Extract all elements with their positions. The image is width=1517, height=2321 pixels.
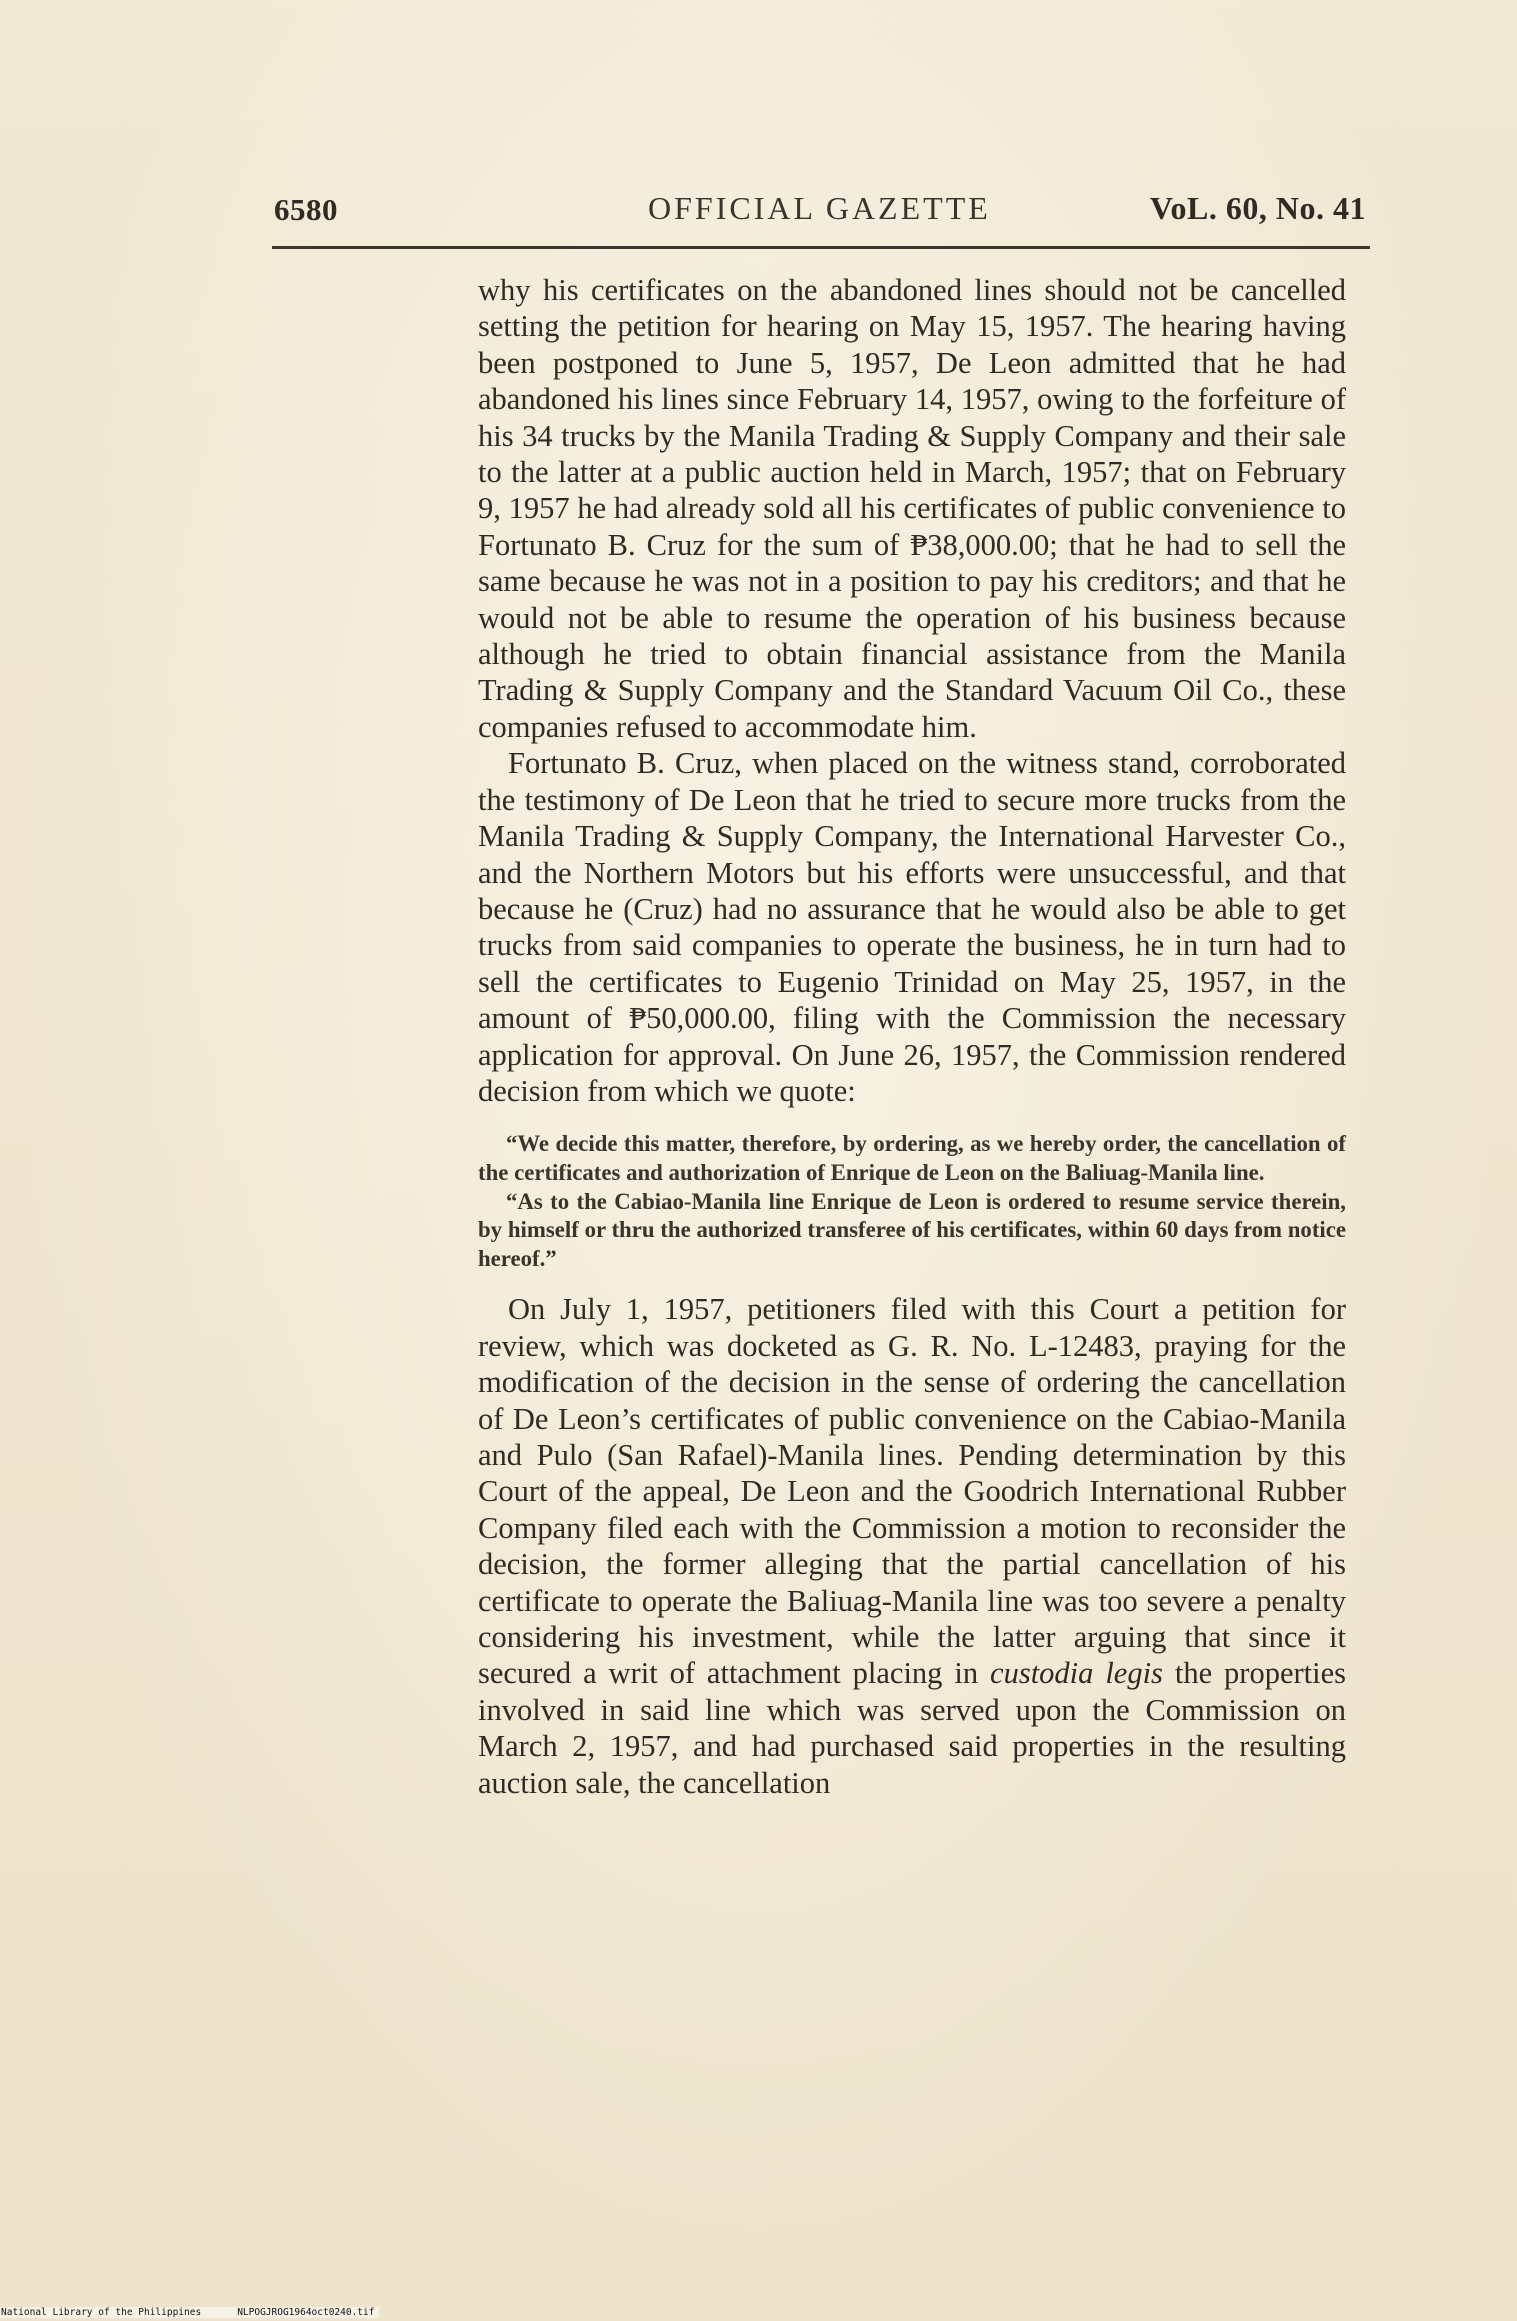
footer-library: National Library of the Philippines <box>1 2307 202 2318</box>
volume-number: VoL. 60, No. 41 <box>1149 190 1366 226</box>
quote-paragraph-2: “As to the Cabiao-Manila line Enrique de Leon is ordered to resume service therein, by himself or thru the authorized transferee of his certificates, within 60 days from notice hereof.” <box>478 1188 1346 1271</box>
page-number: 6580 <box>274 192 338 227</box>
italic-term: custodia legis <box>990 1656 1163 1691</box>
paragraph-3 <box>478 1291 1346 1801</box>
running-title: OFFICIAL GAZETTE <box>648 190 991 226</box>
header-rule <box>272 246 1370 249</box>
block-quote <box>478 1130 1346 1273</box>
paragraph-1: why his certificates on the abandoned lines should not be cancelled setting the petition for hearing on May 15, 1957. The hearing having been postponed to June 5, 1957, De Leon admitted that he had abandoned his lines since February 14, 1957, owing to the forfeiture of his 34 trucks by the Manila Trading & Supply Company and their sale to the latter at a public auction held in March, 1957; that on February 9, 1957 he had already sold all his certificates of public convenience to Fortunato B. Cruz for the sum of ₱38,000.00; that he had to sell the same because he was not in a position to pay his creditors; and that he would not be able to resume the operation of his business because although he tried to obtain financial assistance from the Manila Trading & Supply Company and the Standard Vacuum Oil Co., these companies refused to accommodate him. <box>478 273 1346 744</box>
footer-filename: NLPOGJROG1964oct0240.tif <box>237 2307 375 2318</box>
quote-paragraph-1: “We decide this matter, therefore, by ordering, as we hereby order, the cancellation of the certificates and authorization of Enrique de Leon on the Baliuag-Manila line. <box>478 1131 1346 1185</box>
paragraph-3-text-after: the properties involved in said line which was served upon the Commission on March 2, 1957, and had purchased said properties in the resulting auction sale, the cancellation <box>478 1656 1347 1800</box>
paragraph-2: Fortunato B. Cruz, when placed on the witness stand, corroborated the testimony of De Leon that he tried to secure more trucks from the Manila Trading & Supply Company, the International Harvester Co., and the Northern Motors but his efforts were unsuccessful, and that because he (Cruz) had no assurance that he would also be able to get trucks from said companies to operate the business, he in turn had to sell the certificates to Eugenio Trinidad on May 25, 1957, in the amount of ₱50,000.00, filing with the Commission the necessary application for approval. On June 26, 1957, the Commission rendered decision from which we quote: <box>478 746 1346 1108</box>
page-header <box>274 188 1366 238</box>
paragraph-3-text-before: On July 1, 1957, petitioners filed with this Court a petition for review, which was docketed as G. R. No. L-12483, praying for the modification of the decision in the sense of ordering the cancellation of De Leon’s certificates of public convenience on the Cabiao-Manila and Pulo (San Rafael)-Manila lines. Pending determination by this Court of the appeal, De Leon and the Goodrich International Rubber Company filed each with the Commission a motion to reconsider the decision, the former alleging that the partial cancellation of his certificate to operate the Baliuag-Manila line was too severe a penalty considering his investment, while the latter arguing that since it secured a writ of attachment placing in <box>478 1292 1346 1691</box>
scan-footer <box>0 2307 379 2318</box>
body-text <box>478 272 1346 1801</box>
